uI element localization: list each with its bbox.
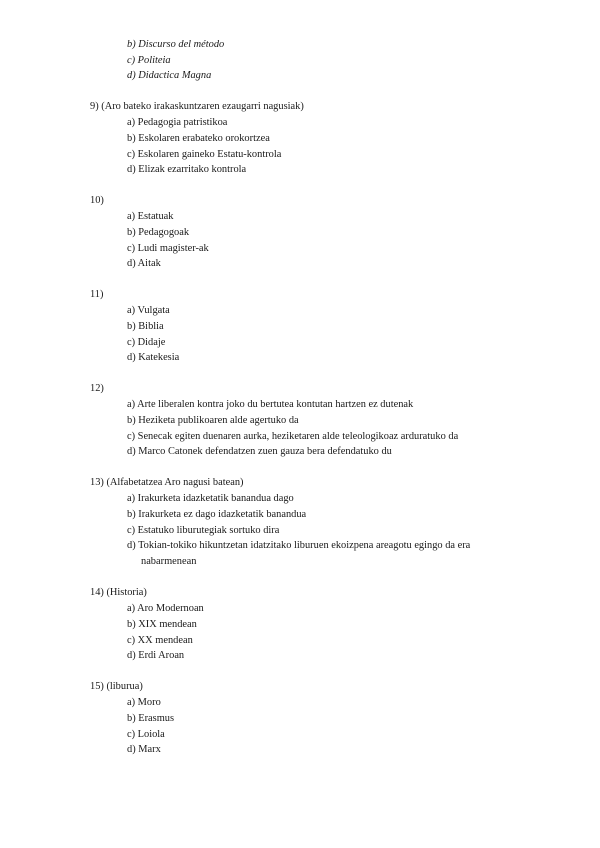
list-item: b) Erasmus: [127, 713, 175, 724]
question-heading: 14) (Historia): [90, 587, 147, 598]
question-heading: 12): [90, 383, 104, 394]
list-item: d) Tokian-tokiko hikuntzetan idatzitako liburuen ekoizpena areagotu egingo da era: [127, 540, 471, 551]
list-item: c) Didaje: [127, 337, 166, 348]
list-item: c) Ludi magister-ak: [127, 243, 209, 254]
list-item: c) XX mendean: [127, 635, 193, 646]
list-item: d) Aitak: [127, 258, 161, 269]
list-item: a) Irakurketa idazketatik banandua dago: [127, 493, 294, 504]
list-item: b) Pedagogoak: [127, 227, 190, 238]
list-item: a) Vulgata: [127, 305, 170, 316]
list-item: b) Eskolaren erabateko orokortzea: [127, 133, 270, 144]
list-item: d) Katekesia: [127, 352, 180, 363]
list-item: a) Pedagogia patristikoa: [127, 117, 228, 128]
list-item: d) Elizak ezarritako kontrola: [127, 164, 247, 175]
question-heading: 15) (liburua): [90, 681, 143, 692]
list-item: a) Aro Modernoan: [127, 603, 204, 614]
list-item: c) Politeia: [127, 55, 171, 66]
list-item: a) Estatuak: [127, 211, 174, 222]
list-item: c) Loiola: [127, 729, 165, 740]
list-item: b) Biblia: [127, 321, 164, 332]
list-item: d) Erdi Aroan: [127, 650, 185, 661]
question-heading: 10): [90, 195, 104, 206]
list-item: d) Marx: [127, 744, 161, 755]
list-item: c) Senecak egiten duenaren aurka, heziketaren alde teleologikoaz arduratuko da: [127, 431, 459, 442]
list-item: a) Arte liberalen kontra joko du bertutea kontutan hartzen ez dutenak: [127, 399, 414, 410]
question-heading: 13) (Alfabetatzea Aro nagusi batean): [90, 477, 244, 488]
question-heading: 9) (Aro bateko irakaskuntzaren ezaugarri nagusiak): [90, 101, 304, 112]
list-item: d) Didactica Magna: [127, 70, 212, 81]
list-item: b) Discurso del método: [127, 39, 225, 50]
list-item: a) Moro: [127, 697, 161, 708]
list-item: d) Marco Catonek defendatzen zuen gauza bera defendatuko du: [127, 446, 392, 457]
list-item: b) XIX mendean: [127, 619, 197, 630]
list-item: b) Irakurketa ez dago idazketatik banandua: [127, 509, 307, 520]
list-item: c) Eskolaren gaineko Estatu-kontrola: [127, 149, 282, 160]
list-item: b) Heziketa publikoaren alde agertuko da: [127, 415, 299, 426]
question-heading: 11): [90, 289, 104, 300]
list-item-continuation: nabarmenean: [141, 556, 197, 567]
list-item: c) Estatuko liburutegiak sortuko dira: [127, 525, 280, 536]
